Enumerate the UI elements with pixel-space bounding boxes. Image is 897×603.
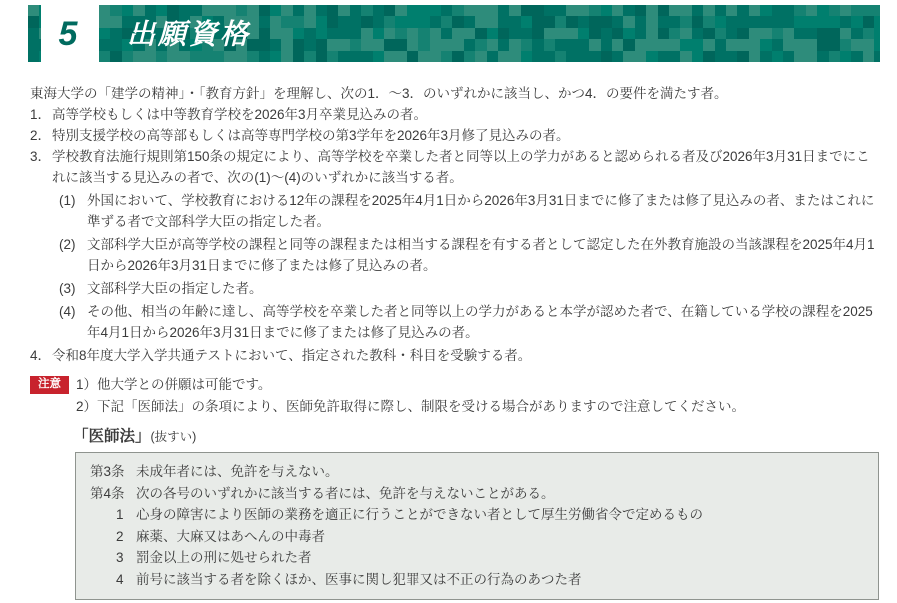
sub-item-text: 文部科学大臣の指定した者。: [87, 281, 263, 296]
sub-item-marker: (3): [59, 281, 76, 296]
law-suffix: (抜すい): [150, 430, 197, 444]
clause-marker: 4: [116, 571, 124, 587]
notice-line-1: 1）他大学との併願は可能です。: [76, 377, 272, 392]
list-text: 令和8年度大学入学共通テストにおいて、指定された教科・科目を受験する者。: [52, 348, 532, 363]
list-text: 特別支援学校の高等部もしくは高等専門学校の第3学年を2026年3月修了見込みの者。: [52, 128, 570, 143]
list-item-4: [30, 345, 879, 366]
notice-line-2: 2）下記「医師法」の条項により、医師免許取得に際し、制限を受ける場合がありますので注意してください。: [76, 399, 746, 414]
clause-text: 麻薬、大麻又はあへんの中毒者: [136, 528, 325, 544]
law-title: [73, 427, 879, 447]
article-text: 未成年者には、免許を与えない。: [136, 464, 339, 479]
section-header: [28, 5, 880, 62]
law-article-3: [90, 461, 864, 483]
list-item-1: [30, 104, 879, 125]
clause-text: 前号に該当する者を除くほか、医事に関し犯罪又は不正の行為のあつた者: [136, 571, 582, 587]
notice-lines: [76, 374, 745, 418]
list-text: 学校教育法施行規則第150条の規定により、高等学校を卒業した者と同等以上の学力があると認められる者及び2026年3月31日までにこれに該当する見込みの者で、次の(1)～(4)のいずれかに該当する者。: [52, 149, 870, 185]
list-marker: 3．: [30, 149, 52, 164]
sub-item-text: 文部科学大臣が高等学校の課程と同等の課程または相当する課程を有する者として認定した在外教育施設の当該課程を2025年4月1日から2026年3月31日までに修了または修了見込みの者。: [87, 237, 875, 273]
header-checker-strip: [28, 5, 41, 62]
notice-section: [30, 374, 879, 418]
law-clause-2: [116, 526, 864, 548]
content-area: [0, 62, 897, 600]
law-clause-3: [116, 547, 864, 569]
clause-text: 心身の障害により医師の業務を適正に行うことができない者として厚生労働省令で定めるもの: [136, 507, 703, 522]
sub-item-text: 外国において、学校教育における12年の課程を2025年4月1日から2026年3月31日までに修了または修了見込みの者、またはこれに準ずる者で文部科学大臣の指定した者。: [87, 193, 875, 229]
article-marker: 第3条: [90, 464, 125, 479]
article-text: 次の各号のいずれかに該当する者には、免許を与えないことがある。: [136, 485, 555, 501]
sub-item-text: その他、相当の年齢に達し、高等学校を卒業した者と同等以上の学力があると本学が認めた者で、在籍している学校の課程を2025年4月1日から2026年3月31日までに修了または修了見込みの者。: [87, 304, 873, 340]
article-marker: 第4条: [90, 485, 125, 501]
sub-item-2: [59, 234, 879, 276]
clause-text: 罰金以上の刑に処せられた者: [136, 550, 312, 565]
notice-badge: 注意: [30, 376, 69, 394]
sub-item-3: [59, 278, 879, 299]
intro-paragraph: 東海大学の「建学の精神」・「教育方針」を理解し、次の1．～3．のいずれかに該当し、かつ4．の要件を満たす者。: [30, 86, 728, 101]
page-title: 出願資格: [127, 17, 252, 49]
list-item-3: [30, 146, 879, 188]
clause-marker: 1: [116, 507, 124, 522]
sub-item-marker: (1): [59, 193, 76, 208]
list-item-2: [30, 125, 879, 146]
list-marker: 4．: [30, 348, 52, 363]
law-name: 「医師法」: [73, 428, 151, 445]
list-text: 高等学校もしくは中等教育学校を2026年3月卒業見込みの者。: [52, 107, 428, 122]
law-clause-1: [116, 504, 864, 526]
sub-item-1: [59, 190, 879, 232]
sub-item-marker: (2): [59, 237, 76, 252]
list-marker: 2．: [30, 128, 52, 143]
section-banner: [99, 5, 880, 62]
list-marker: 1．: [30, 107, 52, 122]
sub-item-4: [59, 301, 879, 343]
law-article-4: [90, 483, 864, 505]
section-number: 5: [58, 14, 78, 53]
section-number-box: [44, 5, 96, 62]
clause-marker: 3: [116, 550, 124, 565]
clause-marker: 2: [116, 528, 124, 544]
law-excerpt-box: [75, 452, 879, 600]
law-clause-4: [116, 569, 864, 591]
sub-item-marker: (4): [59, 304, 76, 319]
